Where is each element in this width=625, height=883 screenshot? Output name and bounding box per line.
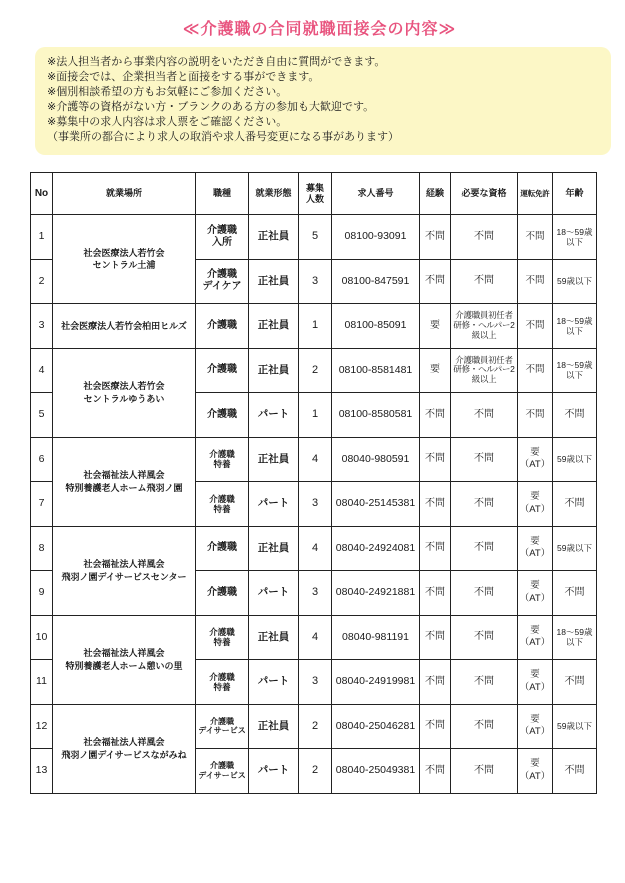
age-cell: 18～59歳 以下	[553, 304, 597, 349]
job-number-cell: 08040-25145381	[332, 482, 420, 527]
job-number-cell: 08100-85091	[332, 304, 420, 349]
employment-type-cell: パート	[249, 482, 299, 527]
note-line: （事業所の都合により求人の取消や求人番号変更になる事があります）	[47, 131, 399, 143]
age-cell: 18～59歳 以下	[553, 615, 597, 660]
header-workplace: 就業場所	[53, 173, 196, 215]
row-number: 13	[31, 749, 53, 794]
workplace-cell: 社会福祉法人祥風会 飛羽ノ園デイサービスセンター	[53, 526, 196, 615]
header-openings: 募集 人数	[299, 173, 332, 215]
employment-type-cell: パート	[249, 393, 299, 438]
age-cell: 18～59歳 以下	[553, 215, 597, 260]
header-age: 年齢	[553, 173, 597, 215]
license-cell: 要 （AT）	[518, 571, 553, 616]
job-type-cell: 介護職 入所	[196, 215, 249, 260]
experience-cell: 不問	[420, 571, 451, 616]
openings-cell: 3	[299, 660, 332, 705]
note-line: ※募集中の求人内容は求人票をご確認ください。	[47, 116, 288, 128]
age-cell: 59歳以下	[553, 259, 597, 304]
row-number: 4	[31, 348, 53, 393]
row-number: 1	[31, 215, 53, 260]
job-number-cell: 08040-980591	[332, 437, 420, 482]
experience-cell: 不問	[420, 660, 451, 705]
openings-cell: 3	[299, 259, 332, 304]
table-body	[31, 215, 597, 794]
qualification-cell: 不問	[451, 215, 518, 260]
job-number-cell: 08040-981191	[332, 615, 420, 660]
row-number: 12	[31, 704, 53, 749]
job-type-cell: 介護職	[196, 348, 249, 393]
openings-cell: 4	[299, 615, 332, 660]
header-no: No	[31, 173, 53, 215]
experience-cell: 不問	[420, 749, 451, 794]
table-row	[31, 215, 597, 260]
table-row	[31, 437, 597, 482]
employment-type-cell: パート	[249, 660, 299, 705]
age-cell: 不問	[553, 571, 597, 616]
qualification-cell: 不問	[451, 749, 518, 794]
table-header	[31, 173, 597, 215]
license-cell: 要 （AT）	[518, 615, 553, 660]
page-title: ≪介護職の合同就職面接会の内容≫	[182, 21, 457, 38]
openings-cell: 3	[299, 571, 332, 616]
age-cell: 59歳以下	[553, 526, 597, 571]
experience-cell: 不問	[420, 482, 451, 527]
qualification-cell: 不問	[451, 704, 518, 749]
notes-box	[35, 47, 611, 155]
workplace-cell: 社会医療法人若竹会 セントラル土浦	[53, 215, 196, 304]
experience-cell: 不問	[420, 393, 451, 438]
age-cell: 不問	[553, 749, 597, 794]
job-type-cell: 介護職 特養	[196, 482, 249, 527]
experience-cell: 不問	[420, 437, 451, 482]
table-row	[31, 304, 597, 349]
employment-type-cell: 正社員	[249, 526, 299, 571]
note-line: ※法人担当者から事業内容の説明をいただき自由に質問ができます。	[47, 56, 386, 68]
job-type-cell: 介護職	[196, 393, 249, 438]
header-employment-type: 就業形態	[249, 173, 299, 215]
header-row	[31, 173, 597, 215]
experience-cell: 要	[420, 304, 451, 349]
note-line: ※介護等の資格がない方・ブランクのある方の参加も大歓迎です。	[47, 101, 375, 113]
job-type-cell: 介護職 デイケア	[196, 259, 249, 304]
job-type-cell: 介護職	[196, 571, 249, 616]
row-number: 3	[31, 304, 53, 349]
row-number: 2	[31, 259, 53, 304]
job-number-cell: 08040-24924081	[332, 526, 420, 571]
experience-cell: 要	[420, 348, 451, 393]
license-cell: 要 （AT）	[518, 704, 553, 749]
employment-type-cell: パート	[249, 749, 299, 794]
experience-cell: 不問	[420, 259, 451, 304]
license-cell: 不問	[518, 348, 553, 393]
license-cell: 要 （AT）	[518, 660, 553, 705]
row-number: 9	[31, 571, 53, 616]
header-job-type: 職種	[196, 173, 249, 215]
age-cell: 不問	[553, 393, 597, 438]
openings-cell: 1	[299, 393, 332, 438]
job-type-cell: 介護職 特養	[196, 437, 249, 482]
license-cell: 不問	[518, 393, 553, 438]
employment-type-cell: 正社員	[249, 437, 299, 482]
employment-type-cell: 正社員	[249, 348, 299, 393]
job-type-cell: 介護職 デイサービス	[196, 749, 249, 794]
age-cell: 不問	[553, 660, 597, 705]
qualification-cell: 不問	[451, 393, 518, 438]
job-type-cell: 介護職	[196, 304, 249, 349]
job-type-cell: 介護職 特養	[196, 615, 249, 660]
table-row	[31, 704, 597, 749]
experience-cell: 不問	[420, 615, 451, 660]
qualification-cell: 不問	[451, 259, 518, 304]
header-drivers-license: 運転免許	[518, 173, 553, 215]
openings-cell: 4	[299, 437, 332, 482]
employment-type-cell: 正社員	[249, 304, 299, 349]
row-number: 6	[31, 437, 53, 482]
note-line: ※個別相談希望の方もお気軽にご参加ください。	[47, 86, 288, 98]
note-line: ※面接会では、企業担当者と面接をする事ができます。	[47, 71, 320, 83]
employment-type-cell: 正社員	[249, 215, 299, 260]
qualification-cell: 介護職員初任者 研修・ヘルパー2 級以上	[451, 348, 518, 393]
job-type-cell: 介護職 デイサービス	[196, 704, 249, 749]
job-number-cell: 08100-847591	[332, 259, 420, 304]
qualification-cell: 介護職員初任者 研修・ヘルパー2 級以上	[451, 304, 518, 349]
license-cell: 不問	[518, 215, 553, 260]
openings-cell: 5	[299, 215, 332, 260]
openings-cell: 4	[299, 526, 332, 571]
openings-cell: 2	[299, 749, 332, 794]
openings-cell: 1	[299, 304, 332, 349]
workplace-cell: 社会福祉法人祥風会 特別養護老人ホーム飛羽ノ園	[53, 437, 196, 526]
experience-cell: 不問	[420, 526, 451, 571]
employment-type-cell: 正社員	[249, 259, 299, 304]
license-cell: 要 （AT）	[518, 526, 553, 571]
qualification-cell: 不問	[451, 526, 518, 571]
row-number: 10	[31, 615, 53, 660]
workplace-cell: 社会福祉法人祥風会 特別養護老人ホーム憩いの里	[53, 615, 196, 704]
employment-type-cell: 正社員	[249, 615, 299, 660]
job-number-cell: 08040-25049381	[332, 749, 420, 794]
license-cell: 要 （AT）	[518, 437, 553, 482]
openings-cell: 3	[299, 482, 332, 527]
job-type-cell: 介護職 特養	[196, 660, 249, 705]
openings-cell: 2	[299, 348, 332, 393]
qualification-cell: 不問	[451, 615, 518, 660]
license-cell: 要 （AT）	[518, 749, 553, 794]
license-cell: 不問	[518, 304, 553, 349]
header-qualification: 必要な資格	[451, 173, 518, 215]
qualification-cell: 不問	[451, 571, 518, 616]
job-number-cell: 08100-8580581	[332, 393, 420, 438]
job-number-cell: 08040-25046281	[332, 704, 420, 749]
row-number: 11	[31, 660, 53, 705]
table-row	[31, 348, 597, 393]
workplace-cell: 社会医療法人若竹会 セントラルゆうあい	[53, 348, 196, 437]
header-job-number: 求人番号	[332, 173, 420, 215]
job-number-cell: 08040-24919981	[332, 660, 420, 705]
job-number-cell: 08040-24921881	[332, 571, 420, 616]
table-row	[31, 526, 597, 571]
job-number-cell: 08100-93091	[332, 215, 420, 260]
table-row	[31, 615, 597, 660]
employment-type-cell: パート	[249, 571, 299, 616]
workplace-cell: 社会医療法人若竹会柏田ヒルズ	[53, 304, 196, 349]
qualification-cell: 不問	[451, 482, 518, 527]
workplace-cell: 社会福祉法人祥風会 飛羽ノ園デイサービスながみね	[53, 704, 196, 793]
openings-cell: 2	[299, 704, 332, 749]
job-number-cell: 08100-8581481	[332, 348, 420, 393]
qualification-cell: 不問	[451, 437, 518, 482]
employment-type-cell: 正社員	[249, 704, 299, 749]
row-number: 8	[31, 526, 53, 571]
qualification-cell: 不問	[451, 660, 518, 705]
age-cell: 18～59歳 以下	[553, 348, 597, 393]
experience-cell: 不問	[420, 704, 451, 749]
row-number: 5	[31, 393, 53, 438]
age-cell: 59歳以下	[553, 437, 597, 482]
age-cell: 不問	[553, 482, 597, 527]
license-cell: 不問	[518, 259, 553, 304]
age-cell: 59歳以下	[553, 704, 597, 749]
job-type-cell: 介護職	[196, 526, 249, 571]
experience-cell: 不問	[420, 215, 451, 260]
row-number: 7	[31, 482, 53, 527]
job-listings-table	[30, 172, 597, 794]
header-experience: 経験	[420, 173, 451, 215]
license-cell: 要 （AT）	[518, 482, 553, 527]
